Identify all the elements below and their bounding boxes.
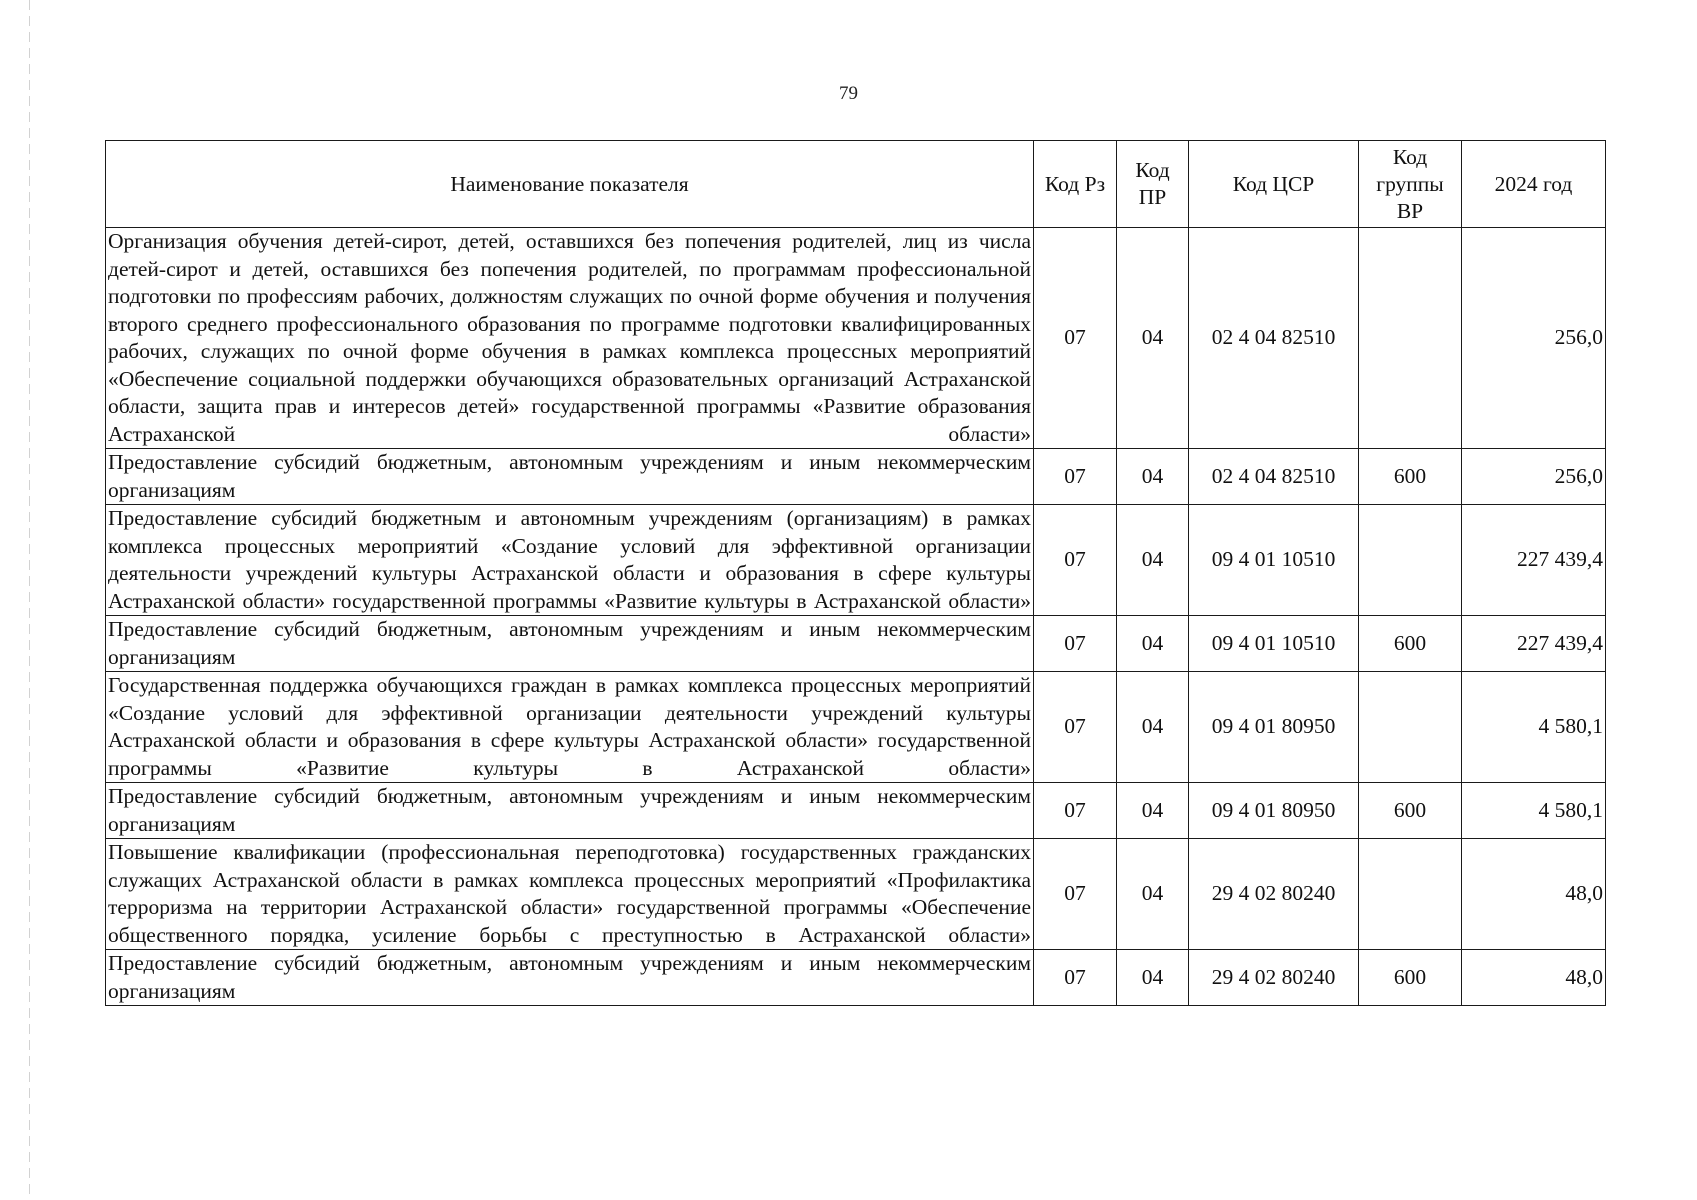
row-pr: 04 <box>1117 228 1189 449</box>
table-row <box>106 783 1606 839</box>
row-pr: 04 <box>1117 505 1189 616</box>
row-rz: 07 <box>1034 449 1117 505</box>
row-name: Предоставление субсидий бюджетным, автономным учреждениям и иным некоммерческим организациям <box>106 950 1034 1006</box>
table-row <box>106 505 1606 616</box>
row-pr: 04 <box>1117 950 1189 1006</box>
row-csr: 02 4 04 82510 <box>1189 228 1359 449</box>
row-name: Предоставление субсидий бюджетным, автономным учреждениям и иным некоммерческим организациям <box>106 449 1034 505</box>
row-csr: 29 4 02 80240 <box>1189 839 1359 950</box>
table-row <box>106 449 1606 505</box>
row-name: Предоставление субсидий бюджетным и автономным учреждениям (организациям) в рамках комплекса процессных мероприятий «Создание условий для эффективной организации деятельности учреждений культуры Астраханской области и образования в сфере культуры Астраханской области» государственной программы «Развитие культуры в Астраханской области» <box>106 505 1034 616</box>
row-rz: 07 <box>1034 672 1117 783</box>
row-rz: 07 <box>1034 783 1117 839</box>
header-rz: Код Рз <box>1034 141 1117 228</box>
row-name: Государственная поддержка обучающихся граждан в рамках комплекса процессных мероприятий «Создание условий для эффективной организации деятельности учреждений культуры Астраханской области и образования в сфере культуры Астраханской области» государственной программы «Развитие культуры в Астраханской области» <box>106 672 1034 783</box>
row-pr: 04 <box>1117 449 1189 505</box>
row-vr: 600 <box>1359 449 1462 505</box>
table-row <box>106 228 1606 449</box>
row-rz: 07 <box>1034 839 1117 950</box>
header-pr: Код ПР <box>1117 141 1189 228</box>
row-name: Предоставление субсидий бюджетным, автономным учреждениям и иным некоммерческим организациям <box>106 783 1034 839</box>
table-row <box>106 950 1606 1006</box>
row-rz: 07 <box>1034 228 1117 449</box>
row-amount: 48,0 <box>1462 839 1606 950</box>
row-amount: 4 580,1 <box>1462 672 1606 783</box>
row-rz: 07 <box>1034 505 1117 616</box>
row-pr: 04 <box>1117 839 1189 950</box>
row-pr: 04 <box>1117 616 1189 672</box>
row-rz: 07 <box>1034 950 1117 1006</box>
row-csr: 09 4 01 80950 <box>1189 672 1359 783</box>
row-vr: 600 <box>1359 950 1462 1006</box>
row-vr <box>1359 839 1462 950</box>
row-vr <box>1359 505 1462 616</box>
table-row <box>106 672 1606 783</box>
row-vr: 600 <box>1359 783 1462 839</box>
row-csr: 09 4 01 80950 <box>1189 783 1359 839</box>
row-amount: 48,0 <box>1462 950 1606 1006</box>
row-csr: 09 4 01 10510 <box>1189 616 1359 672</box>
row-vr: 600 <box>1359 616 1462 672</box>
table-header-row <box>106 141 1606 228</box>
page-number: 79 <box>839 83 858 104</box>
row-name: Предоставление субсидий бюджетным, автономным учреждениям и иным некоммерческим организациям <box>106 616 1034 672</box>
header-csr: Код ЦСР <box>1189 141 1359 228</box>
row-amount: 227 439,4 <box>1462 505 1606 616</box>
row-csr: 02 4 04 82510 <box>1189 449 1359 505</box>
row-name: Организация обучения детей-сирот, детей, оставшихся без попечения родителей, лиц из числа детей-сирот и детей, оставшихся без попечения родителей, по программам профессиональной подготовки по профессиям рабочих, должностям служащих по очной форме обучения и получения второго среднего профессионального образования по программе подготовки квалифицированных рабочих, служащих по очной форме обучения в рамках комплекса процессных мероприятий «Обеспечение социальной поддержки обучающихся образовательных организаций Астраханской области, защита прав и интересов детей» государственной программы «Развитие образования Астраханской области» <box>106 228 1034 449</box>
table-row <box>106 839 1606 950</box>
row-csr: 29 4 02 80240 <box>1189 950 1359 1006</box>
row-amount: 227 439,4 <box>1462 616 1606 672</box>
header-name: Наименование показателя <box>106 141 1034 228</box>
table-row <box>106 616 1606 672</box>
row-csr: 09 4 01 10510 <box>1189 505 1359 616</box>
row-amount: 256,0 <box>1462 449 1606 505</box>
row-name: Повышение квалификации (профессиональная переподготовка) государственных гражданских служащих Астраханской области в рамках комплекса процессных мероприятий «Профилактика терроризма на территории Астраханской области» государственной программы «Обеспечение общественного порядка, усиление борьбы с преступностью в Астраханской области» <box>106 839 1034 950</box>
budget-table <box>105 140 1606 1006</box>
row-amount: 4 580,1 <box>1462 783 1606 839</box>
row-vr <box>1359 672 1462 783</box>
header-year: 2024 год <box>1462 141 1606 228</box>
row-pr: 04 <box>1117 672 1189 783</box>
row-rz: 07 <box>1034 616 1117 672</box>
row-pr: 04 <box>1117 783 1189 839</box>
binding-edge-line <box>29 0 30 1200</box>
header-vr: Код группы ВР <box>1359 141 1462 228</box>
row-vr <box>1359 228 1462 449</box>
row-amount: 256,0 <box>1462 228 1606 449</box>
